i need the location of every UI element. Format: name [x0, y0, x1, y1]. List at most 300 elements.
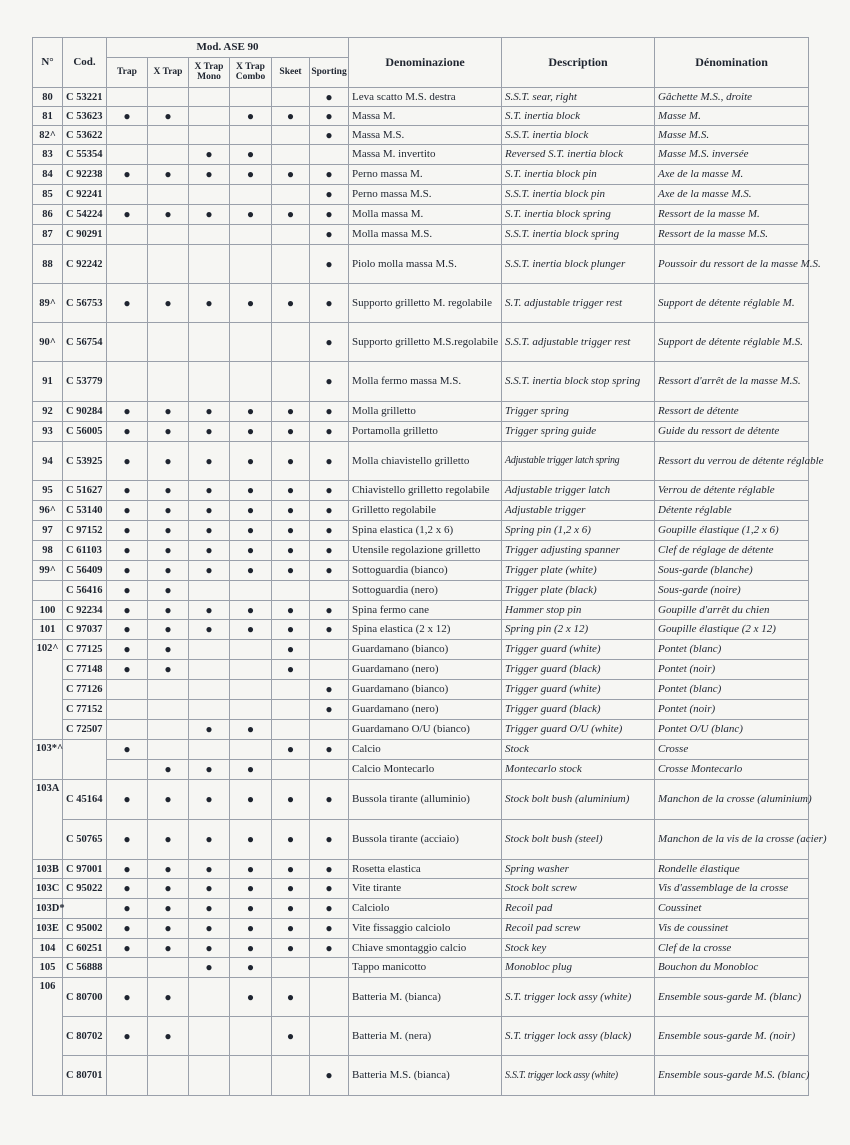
model-availability [148, 720, 189, 740]
french-denomination: Masse M. [655, 107, 809, 126]
model-availability [189, 879, 230, 899]
model-availability [310, 860, 349, 879]
italian-name: Molla grilletto [349, 402, 502, 422]
model-availability [310, 284, 349, 323]
item-number: 103D* [33, 899, 63, 919]
header-model: Skeet [272, 58, 310, 88]
table-row [33, 958, 809, 978]
availability-dot: ● [325, 207, 333, 221]
item-number: 93 [33, 422, 63, 442]
model-availability [230, 879, 272, 899]
availability-dot: ● [123, 642, 131, 656]
model-availability [230, 402, 272, 422]
header-code: Cod. [63, 38, 107, 88]
model-availability [148, 323, 189, 362]
model-availability [107, 680, 148, 700]
model-availability [189, 620, 230, 640]
italian-name: Molla fermo massa M.S. [349, 362, 502, 402]
english-description: Spring washer [502, 860, 655, 879]
english-description: Stock key [502, 939, 655, 958]
availability-dot: ● [246, 792, 255, 806]
french-denomination: Coussinet [655, 899, 809, 919]
italian-name: Molla massa M. [349, 205, 502, 225]
availability-dot: ● [205, 424, 213, 438]
availability-dot: ● [164, 642, 172, 656]
table-row [33, 939, 809, 958]
model-availability [189, 958, 230, 978]
item-number [33, 581, 63, 601]
availability-dot: ● [246, 563, 255, 577]
model-availability [230, 958, 272, 978]
availability-dot: ● [246, 108, 255, 123]
availability-dot: ● [325, 1068, 333, 1082]
item-number: 87 [33, 225, 63, 245]
model-availability [148, 402, 189, 422]
availability-dot: ● [286, 989, 295, 1004]
table-row [33, 145, 809, 165]
model-availability [272, 561, 310, 581]
english-description: Trigger guard (black) [502, 660, 655, 680]
table-row [33, 165, 809, 185]
availability-dot: ● [286, 901, 295, 915]
availability-dot: ● [246, 960, 255, 974]
model-availability [310, 501, 349, 521]
model-availability [189, 422, 230, 442]
table-row [33, 620, 809, 640]
model-availability [230, 978, 272, 1017]
availability-dot: ● [246, 424, 255, 438]
part-code: C 92241 [63, 185, 107, 205]
model-availability [272, 245, 310, 284]
availability-dot: ● [246, 901, 255, 915]
availability-dot: ● [286, 295, 295, 310]
english-description: S.T. adjustable trigger rest [502, 284, 655, 323]
header-model: X Trap Mono [189, 58, 230, 88]
model-availability [310, 145, 349, 165]
model-availability [230, 660, 272, 680]
model-availability [107, 899, 148, 919]
availability-dot: ● [123, 602, 131, 617]
availability-dot: ● [164, 453, 172, 468]
model-availability [148, 284, 189, 323]
model-availability [272, 919, 310, 939]
italian-name: Guardamano (nero) [349, 700, 502, 720]
italian-name: Tappo manicotto [349, 958, 502, 978]
part-code: C 90291 [63, 225, 107, 245]
availability-dot: ● [325, 167, 333, 181]
model-availability [310, 362, 349, 402]
model-availability [230, 88, 272, 107]
availability-dot: ● [246, 602, 255, 617]
model-availability [310, 680, 349, 700]
availability-dot: ● [325, 187, 333, 201]
item-number: 85 [33, 185, 63, 205]
model-availability [272, 205, 310, 225]
availability-dot: ● [123, 108, 131, 123]
item-number: 106 [33, 978, 63, 1096]
model-availability [148, 780, 189, 820]
model-availability [189, 660, 230, 680]
table-row [33, 1056, 809, 1096]
availability-dot: ● [286, 921, 295, 935]
availability-dot: ● [325, 563, 333, 577]
french-denomination: Goupille élastique (1,2 x 6) [655, 521, 809, 541]
availability-dot: ● [123, 167, 131, 181]
french-denomination: Ressort d'arrêt de la masse M.S. [655, 362, 809, 402]
availability-dot: ● [286, 483, 295, 497]
model-availability [272, 620, 310, 640]
availability-dot: ● [123, 921, 131, 935]
model-availability [107, 205, 148, 225]
availability-dot: ● [286, 662, 295, 676]
table-row [33, 919, 809, 939]
model-availability [272, 680, 310, 700]
model-availability [107, 442, 148, 481]
header-model-group: Mod. ASE 90 [107, 38, 349, 58]
header-italian: Denominazione [349, 38, 502, 88]
english-description: S.S.T. inertia block pin [502, 185, 655, 205]
french-denomination: Vis d'assemblage de la crosse [655, 879, 809, 899]
part-code: C 92238 [63, 165, 107, 185]
model-availability [189, 860, 230, 879]
english-description: Trigger guard (white) [502, 680, 655, 700]
model-availability [107, 362, 148, 402]
availability-dot: ● [205, 543, 213, 557]
model-availability [189, 640, 230, 660]
availability-dot: ● [286, 1028, 295, 1043]
availability-dot: ● [246, 940, 255, 955]
italian-name: Chiavistello grilletto regolabile [349, 481, 502, 501]
model-availability [189, 501, 230, 521]
english-description: S.S.T. adjustable trigger rest [502, 323, 655, 362]
model-availability [230, 145, 272, 165]
model-availability [310, 185, 349, 205]
english-description: Trigger plate (white) [502, 561, 655, 581]
model-availability [189, 165, 230, 185]
part-code: C 53779 [63, 362, 107, 402]
availability-dot: ● [286, 792, 295, 806]
availability-dot: ● [123, 792, 131, 806]
availability-dot: ● [325, 543, 333, 557]
availability-dot: ● [164, 523, 172, 537]
model-availability [148, 879, 189, 899]
header-english: Description [502, 38, 655, 88]
model-availability [107, 126, 148, 145]
header-model: X Trap Combo [230, 58, 272, 88]
availability-dot: ● [205, 295, 213, 310]
availability-dot: ● [286, 108, 295, 123]
model-availability [230, 205, 272, 225]
availability-dot: ● [205, 881, 213, 895]
availability-dot: ● [325, 424, 333, 438]
french-denomination: Manchon de la vis de la crosse (acier) [655, 820, 809, 860]
italian-name: Massa M.S. [349, 126, 502, 145]
header-model: X Trap [148, 58, 189, 88]
model-availability [310, 245, 349, 284]
model-availability [310, 879, 349, 899]
model-availability [310, 107, 349, 126]
part-code: C 97152 [63, 521, 107, 541]
french-denomination: Goupille d'arrêt du chien [655, 601, 809, 620]
model-availability [310, 601, 349, 620]
italian-name: Spina elastica (1,2 x 6) [349, 521, 502, 541]
model-availability [272, 780, 310, 820]
item-number: 90^ [33, 323, 63, 362]
availability-dot: ● [123, 424, 131, 438]
model-availability [107, 601, 148, 620]
model-availability [230, 541, 272, 561]
model-availability [189, 919, 230, 939]
english-description: S.S.T. inertia block [502, 126, 655, 145]
item-number: 81 [33, 107, 63, 126]
english-description: S.T. inertia block [502, 107, 655, 126]
availability-dot: ● [164, 861, 172, 876]
model-availability [272, 284, 310, 323]
table-row [33, 899, 809, 919]
english-description: Trigger guard (white) [502, 640, 655, 660]
availability-dot: ● [246, 295, 255, 310]
model-availability [230, 323, 272, 362]
english-description: Adjustable trigger latch [502, 481, 655, 501]
table-row [33, 88, 809, 107]
model-availability [230, 442, 272, 481]
part-code: C 50765 [63, 820, 107, 860]
part-code: C 56754 [63, 323, 107, 362]
availability-dot: ● [123, 1028, 131, 1043]
part-code [63, 899, 107, 919]
model-availability [107, 760, 148, 780]
french-denomination: Pontet O/U (blanc) [655, 720, 809, 740]
availability-dot: ● [164, 762, 172, 776]
availability-dot: ● [164, 404, 172, 418]
table-row [33, 879, 809, 899]
model-availability [148, 126, 189, 145]
model-availability [148, 541, 189, 561]
english-description: Reversed S.T. inertia block [502, 145, 655, 165]
french-denomination: Sous-garde (noire) [655, 581, 809, 601]
model-availability [272, 879, 310, 899]
availability-dot: ● [164, 424, 172, 438]
availability-dot: ● [246, 503, 255, 517]
model-availability [148, 88, 189, 107]
availability-dot: ● [325, 832, 333, 846]
model-availability [148, 107, 189, 126]
availability-dot: ● [246, 762, 255, 776]
model-availability [189, 145, 230, 165]
availability-dot: ● [164, 940, 172, 955]
model-availability [107, 720, 148, 740]
availability-dot: ● [123, 503, 131, 517]
model-availability [272, 362, 310, 402]
availability-dot: ● [123, 523, 131, 537]
english-description: Trigger guard (black) [502, 700, 655, 720]
french-denomination: Pontet (blanc) [655, 640, 809, 660]
availability-dot: ● [123, 295, 131, 310]
model-availability [189, 700, 230, 720]
french-denomination: Masse M.S. [655, 126, 809, 145]
model-availability [230, 860, 272, 879]
availability-dot: ● [205, 563, 213, 577]
model-availability [230, 899, 272, 919]
model-availability [148, 1056, 189, 1096]
french-denomination: Pontet (noir) [655, 660, 809, 680]
table-row [33, 700, 809, 720]
model-availability [272, 720, 310, 740]
model-availability [272, 88, 310, 107]
english-description: Trigger spring guide [502, 422, 655, 442]
italian-name: Rosetta elastica [349, 860, 502, 879]
table-row [33, 362, 809, 402]
model-availability [148, 362, 189, 402]
model-availability [107, 860, 148, 879]
french-denomination: Manchon de la crosse (aluminium) [655, 780, 809, 820]
italian-name: Sottoguardia (nero) [349, 581, 502, 601]
model-availability [310, 660, 349, 680]
item-number: 103E [33, 919, 63, 939]
part-code: C 53221 [63, 88, 107, 107]
model-availability [107, 780, 148, 820]
french-denomination: Pontet (noir) [655, 700, 809, 720]
italian-name: Utensile regolazione grilletto [349, 541, 502, 561]
availability-dot: ● [205, 523, 213, 537]
table-row [33, 185, 809, 205]
availability-dot: ● [325, 334, 333, 349]
model-availability [272, 481, 310, 501]
model-availability [148, 205, 189, 225]
availability-dot: ● [286, 832, 295, 846]
italian-name: Batteria M. (nera) [349, 1017, 502, 1056]
model-availability [310, 978, 349, 1017]
model-availability [107, 481, 148, 501]
part-code: C 55354 [63, 145, 107, 165]
italian-name: Molla chiavistello grilletto [349, 442, 502, 481]
model-availability [148, 561, 189, 581]
model-availability [189, 581, 230, 601]
availability-dot: ● [164, 167, 172, 181]
model-availability [230, 700, 272, 720]
table-row [33, 640, 809, 660]
part-code: C 53925 [63, 442, 107, 481]
model-availability [189, 323, 230, 362]
availability-dot: ● [205, 503, 213, 517]
table-row [33, 481, 809, 501]
item-number: 84 [33, 165, 63, 185]
availability-dot: ● [325, 622, 333, 636]
availability-dot: ● [286, 742, 295, 756]
italian-name: Batteria M. (bianca) [349, 978, 502, 1017]
item-number: 92 [33, 402, 63, 422]
model-availability [148, 958, 189, 978]
french-denomination: Axe de la masse M. [655, 165, 809, 185]
model-availability [272, 860, 310, 879]
part-code: C 97037 [63, 620, 107, 640]
part-code: C 92234 [63, 601, 107, 620]
table-row [33, 284, 809, 323]
availability-dot: ● [246, 832, 255, 846]
availability-dot: ● [286, 543, 295, 557]
english-description: Trigger plate (black) [502, 581, 655, 601]
table-row [33, 245, 809, 284]
model-availability [148, 820, 189, 860]
availability-dot: ● [325, 861, 333, 876]
model-availability [189, 225, 230, 245]
french-denomination: Pontet (blanc) [655, 680, 809, 700]
model-availability [148, 1017, 189, 1056]
availability-dot: ● [123, 881, 131, 895]
availability-dot: ● [123, 543, 131, 557]
availability-dot: ● [205, 921, 213, 935]
model-availability [272, 740, 310, 760]
availability-dot: ● [164, 543, 172, 557]
table-row [33, 442, 809, 481]
availability-dot: ● [123, 861, 131, 876]
part-code: C 77126 [63, 680, 107, 700]
availability-dot: ● [123, 622, 131, 636]
item-number: 105 [33, 958, 63, 978]
table-row [33, 422, 809, 442]
french-denomination: Ressort du verrou de détente réglable [655, 442, 809, 481]
model-availability [189, 362, 230, 402]
availability-dot: ● [164, 295, 172, 310]
model-availability [230, 521, 272, 541]
french-denomination: Goupille élastique (2 x 12) [655, 620, 809, 640]
availability-dot: ● [246, 453, 255, 468]
model-availability [107, 700, 148, 720]
availability-dot: ● [164, 662, 172, 676]
model-availability [272, 422, 310, 442]
availability-dot: ● [286, 642, 295, 656]
availability-dot: ● [325, 503, 333, 517]
table-row [33, 225, 809, 245]
model-availability [272, 107, 310, 126]
model-availability [148, 899, 189, 919]
model-availability [272, 1056, 310, 1096]
italian-name: Piolo molla massa M.S. [349, 245, 502, 284]
availability-dot: ● [325, 404, 333, 418]
availability-dot: ● [123, 989, 131, 1004]
model-availability [272, 760, 310, 780]
availability-dot: ● [123, 583, 131, 597]
english-description: Recoil pad [502, 899, 655, 919]
model-availability [189, 740, 230, 760]
model-availability [148, 700, 189, 720]
model-availability [310, 760, 349, 780]
availability-dot: ● [246, 207, 255, 221]
model-availability [272, 165, 310, 185]
part-code: C 97001 [63, 860, 107, 879]
french-denomination: Gâchette M.S., droite [655, 88, 809, 107]
model-availability [230, 165, 272, 185]
part-code: C 72507 [63, 720, 107, 740]
availability-dot: ● [246, 404, 255, 418]
availability-dot: ● [123, 453, 131, 468]
availability-dot: ● [246, 861, 255, 876]
model-availability [230, 581, 272, 601]
french-denomination: Rondelle élastique [655, 860, 809, 879]
availability-dot: ● [286, 424, 295, 438]
part-code: C 61103 [63, 541, 107, 561]
model-availability [107, 740, 148, 760]
part-code: C 54224 [63, 205, 107, 225]
model-availability [272, 581, 310, 601]
english-description: S.T. trigger lock assy (white) [502, 978, 655, 1017]
model-availability [272, 899, 310, 919]
table-row [33, 541, 809, 561]
model-availability [230, 126, 272, 145]
availability-dot: ● [205, 861, 213, 876]
part-code: C 45164 [63, 780, 107, 820]
model-availability [107, 521, 148, 541]
